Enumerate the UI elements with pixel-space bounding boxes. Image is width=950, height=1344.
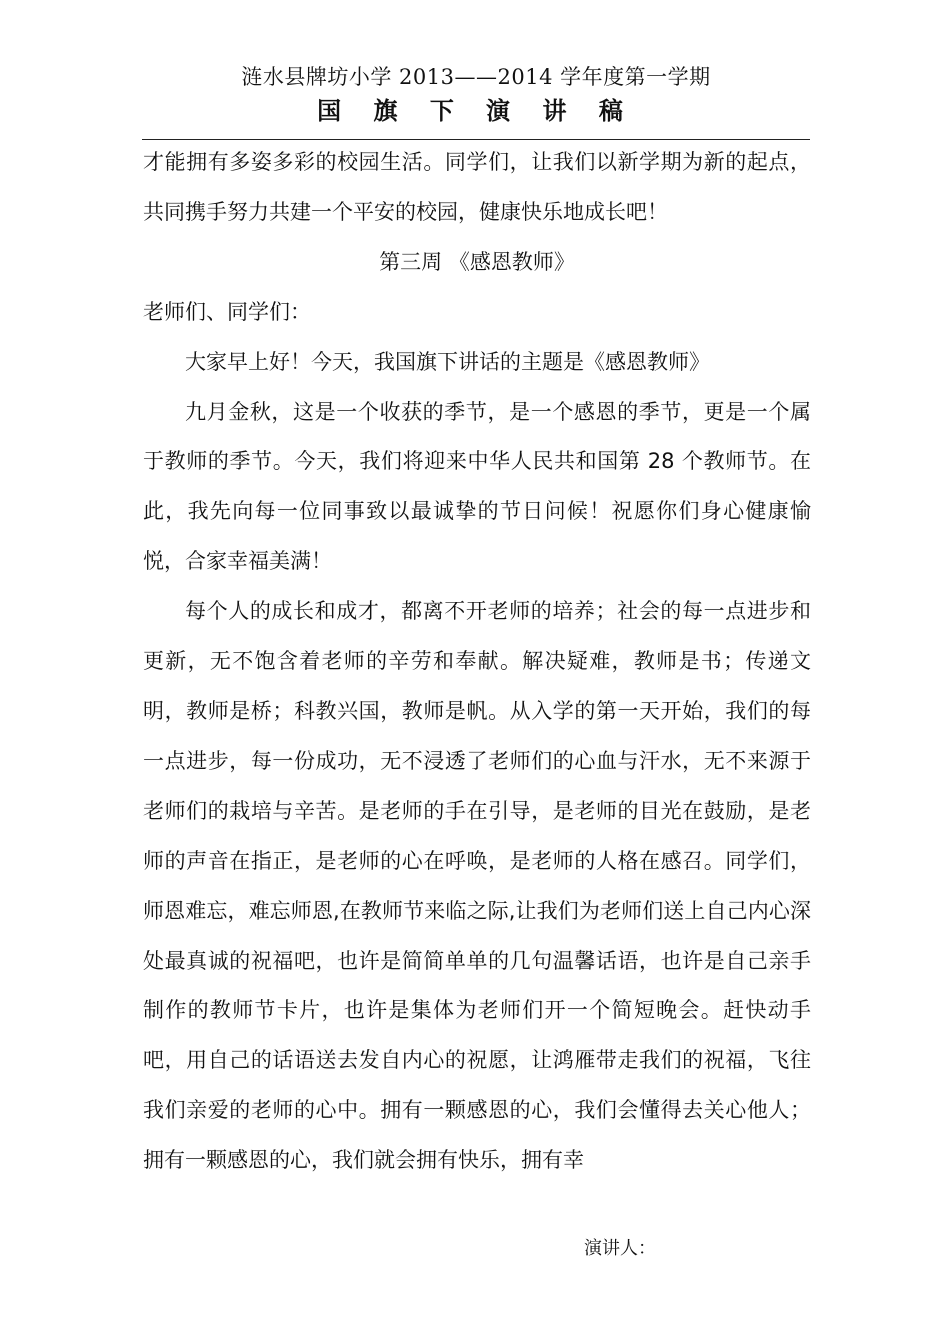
body-paragraph: 每个人的成长和成才，都离不开老师的培养；社会的每一点进步和更新，无不饱含着老师的辛劳和奉献。解决疑难，教师是书；传递文明，教师是桥；科教兴国，教师是帆。从入学的第一天开始，我们的每一点进步，每一份成功，无不浸透了老师们的心血与汗水，无不来源于老师们的栽培与辛苦。是老师的手在引导，是老师的目光在鼓励，是老师的声音在指正，是老师的心在呼唤，是老师的人格在感召。同学们，师恩难忘，难忘师恩,在教师节来临之际,让我们为老师们送上自己内心深处最真诚的祝福吧，也许是简简单单的几句温馨话语，也许是自己亲手制作的教师节卡片，也许是集体为老师们开一个简短晚会。赶快动手吧，用自己的话语送去发自内心的祝愿，让鸿雁带走我们的祝福，飞往我们亲爱的老师的心中。拥有一颗感恩的心，我们会懂得去关心他人；拥有一颗感恩的心，我们就会拥有快乐，拥有幸	[143, 599, 811, 1173]
continuation-paragraph: 才能拥有多姿多彩的校园生活。同学们，让我们以新学期为新的起点，共同携手努力共建一个平安的校园，健康快乐地成长吧！	[143, 150, 811, 224]
body-paragraph: 大家早上好！今天，我国旗下讲话的主题是《感恩教师》	[185, 349, 710, 374]
header-school-term: 涟水县牌坊小学 2013——2014 学年度第一学期	[241, 65, 711, 89]
body-paragraph: 九月金秋，这是一个收获的季节，是一个感恩的季节，更是一个属于教师的季节。今天，我们将迎来中华人民共和国第 28 个教师节。在此，我先向每一位同事致以最诚挚的节日问候！祝愿你们身心健康愉悦，合家幸福美满！	[143, 399, 811, 574]
salutation: 老师们、同学们：	[143, 299, 311, 324]
document-body	[143, 138, 811, 1186]
speaker-label: 演讲人：	[584, 1238, 656, 1259]
section-title: 第三周 《感恩教师》	[379, 249, 575, 274]
header-document-title: 国 旗 下 演 讲 稿	[317, 96, 635, 125]
page-header	[142, 62, 810, 128]
